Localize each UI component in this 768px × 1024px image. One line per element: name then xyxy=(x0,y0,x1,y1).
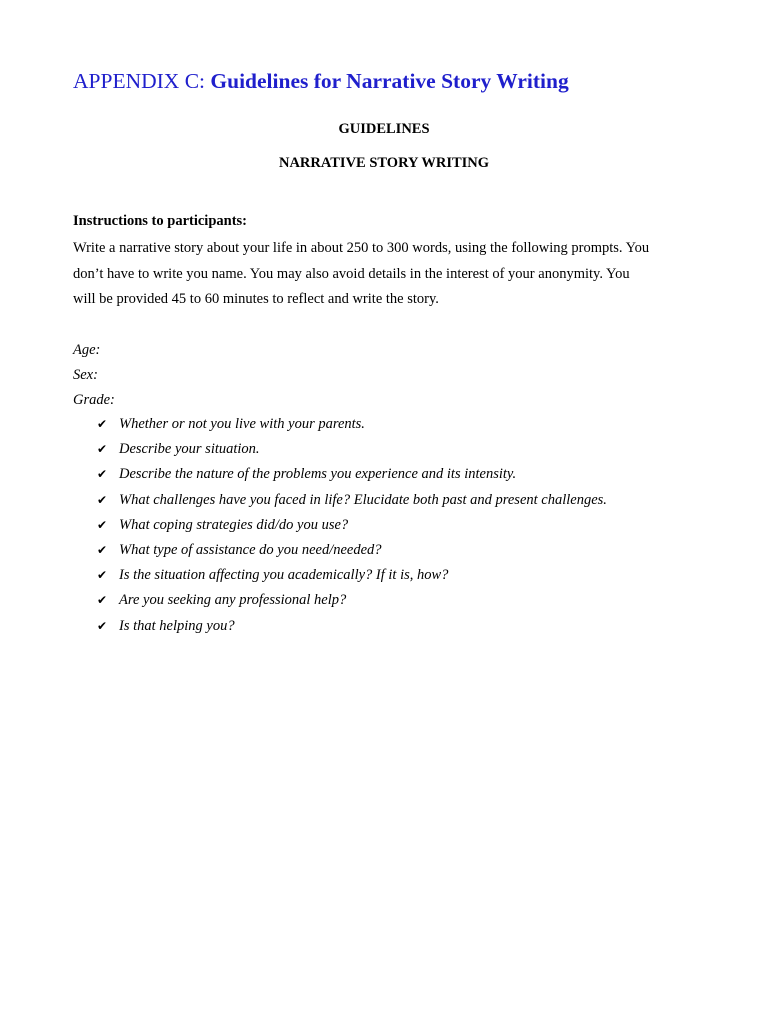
instructions-paragraph xyxy=(73,236,703,313)
prompt-text: What type of assistance do you need/needed? xyxy=(119,542,382,559)
checkmark-icon: ✔ xyxy=(97,517,108,532)
prompt-text: Whether or not you live with your parents. xyxy=(119,416,365,432)
checkmark-icon: ✔ xyxy=(97,492,108,507)
prompt-item xyxy=(97,462,607,487)
prompt-item xyxy=(97,538,607,563)
prompt-text: Describe the nature of the problems you experience and its intensity. xyxy=(119,466,517,483)
prompt-item xyxy=(97,588,607,613)
sex-field-label: Sex: xyxy=(73,366,98,383)
appendix-label: APPENDIX C: xyxy=(73,69,206,93)
prompt-text: Is the situation affecting you academically? If it is, how? xyxy=(119,567,449,584)
checkmark-icon: ✔ xyxy=(97,467,108,482)
prompt-text: What challenges have you faced in life? Elucidate both past and present challenges. xyxy=(119,491,607,508)
prompt-text: What coping strategies did/do you use? xyxy=(119,516,349,533)
prompt-list xyxy=(97,412,607,639)
checkmark-icon: ✔ xyxy=(97,568,108,583)
instructions-label: Instructions to participants: xyxy=(73,213,248,229)
guidelines-heading: GUIDELINES xyxy=(338,121,430,137)
prompt-text: Is that helping you? xyxy=(119,617,235,634)
narrative-story-heading: NARRATIVE STORY WRITING xyxy=(278,155,490,171)
age-field-label: Age: xyxy=(73,342,101,358)
prompt-item xyxy=(97,437,607,462)
instructions-line: will be provided 45 to 60 minutes to reflect and write the story. xyxy=(73,291,439,307)
prompt-item xyxy=(97,513,607,538)
checkmark-icon: ✔ xyxy=(97,442,108,457)
grade-field-label: Grade: xyxy=(73,391,115,408)
appendix-title xyxy=(73,66,569,96)
instructions-line: Write a narrative story about your life in about 250 to 300 words, using the following prompts. You xyxy=(73,240,650,256)
appendix-title-text: Guidelines for Narrative Story Writing xyxy=(210,69,569,93)
participant-fields xyxy=(73,338,115,412)
checkmark-icon: ✔ xyxy=(97,618,108,633)
prompt-item xyxy=(97,488,607,513)
prompt-text: Describe your situation. xyxy=(119,441,260,458)
instructions-line: don’t have to write you name. You may also avoid details in the interest of your anonymity. You xyxy=(73,265,630,282)
checkmark-icon: ✔ xyxy=(97,417,108,431)
prompt-item xyxy=(97,614,607,639)
checkmark-icon: ✔ xyxy=(97,593,108,608)
prompt-text: Are you seeking any professional help? xyxy=(119,592,347,609)
prompt-item xyxy=(97,563,607,588)
checkmark-icon: ✔ xyxy=(97,543,108,558)
prompt-item xyxy=(97,412,607,437)
